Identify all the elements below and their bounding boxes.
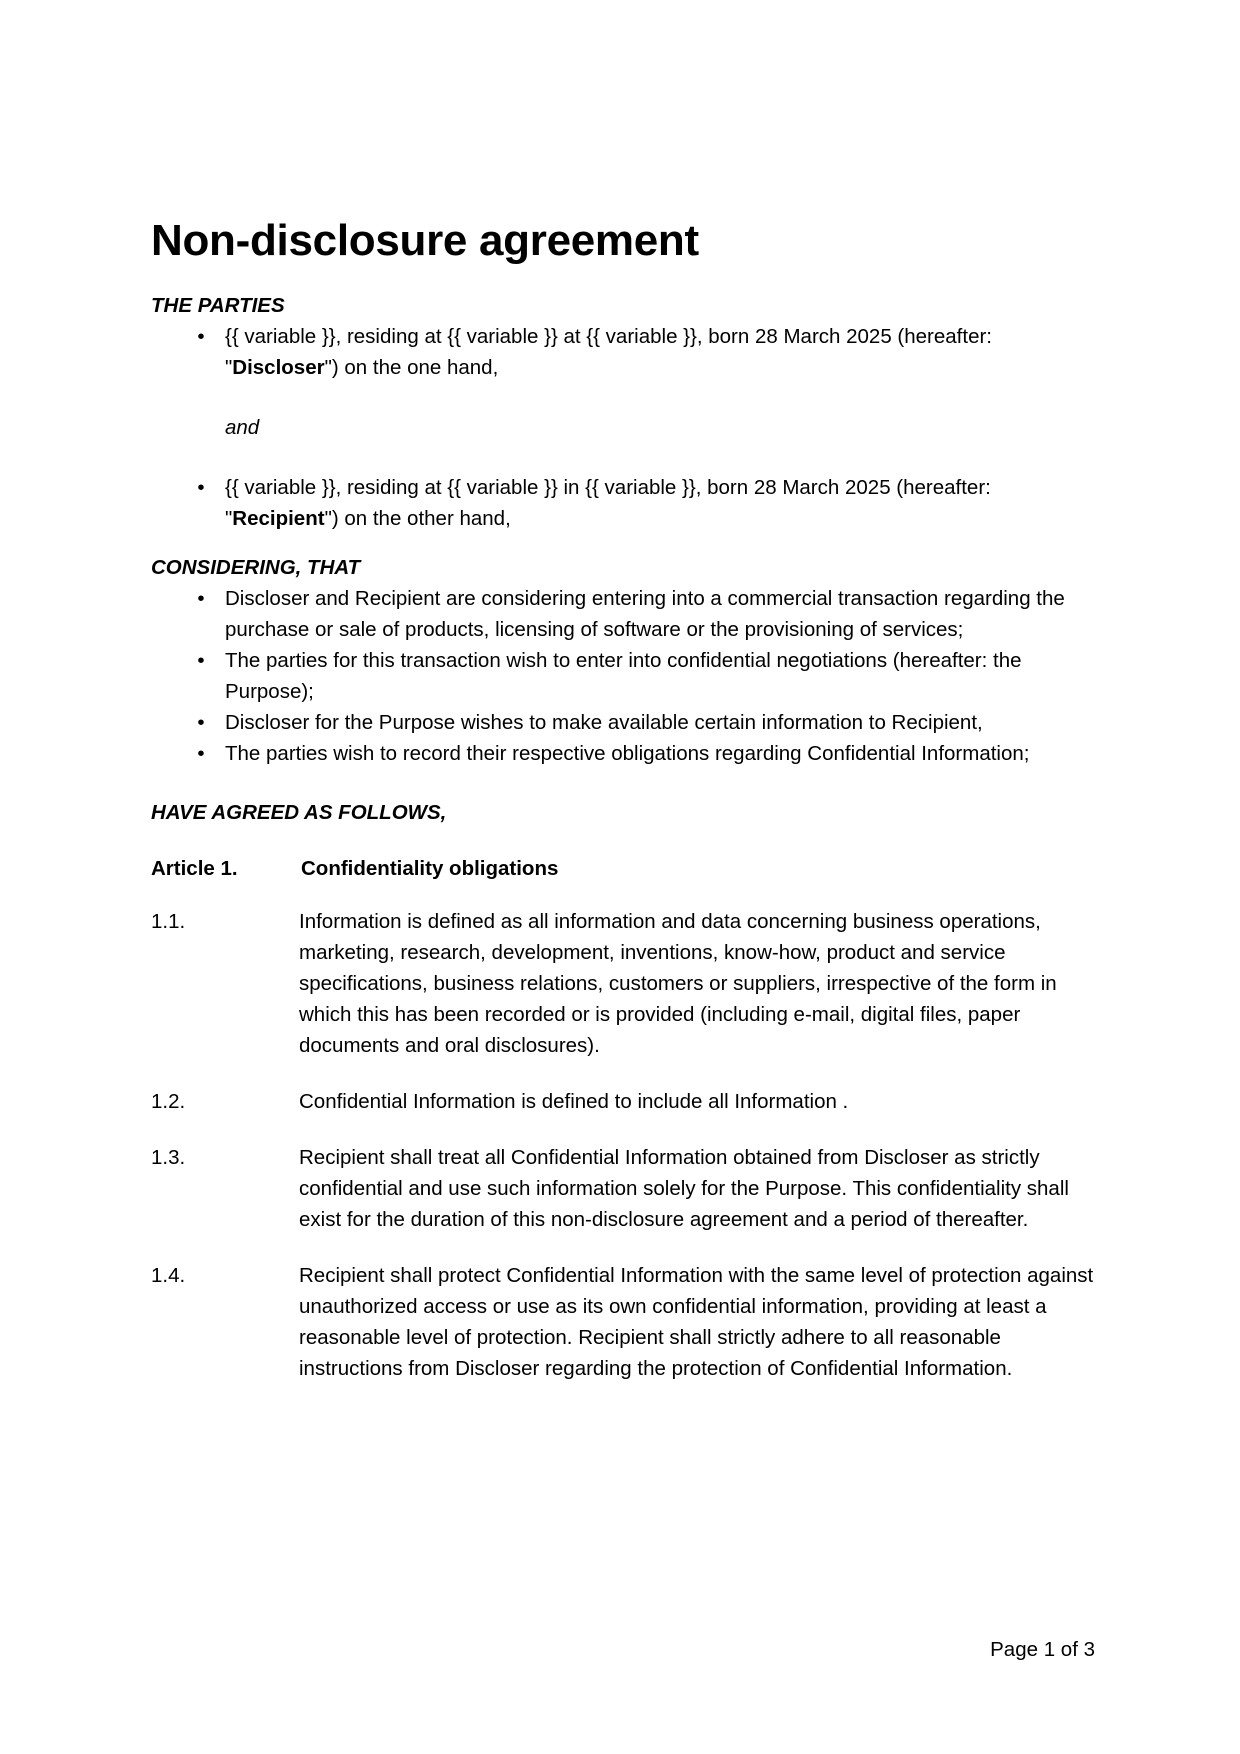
list-item — [151, 583, 1096, 645]
document-body — [151, 212, 1096, 1384]
list-item-text: Discloser and Recipient are considering entering into a commercial transaction regarding the purchase or sale of products, licensing of software or the provisioning of services; — [225, 587, 1065, 641]
party-text-before: {{ variable }}, residing at {{ variable }} at {{ variable }}, born 28 March 2025 (hereafter: " — [225, 325, 992, 379]
list-item-text: The parties wish to record their respective obligations regarding Confidential Information; — [225, 742, 1030, 765]
list-item — [151, 738, 1096, 769]
party-text-before: {{ variable }}, residing at {{ variable }} in {{ variable }}, born 28 March 2025 (hereafter: " — [225, 476, 991, 530]
article-heading — [151, 853, 1096, 884]
considering-list — [151, 583, 1096, 769]
party-text-after: ") on the other hand, — [324, 507, 511, 530]
bullet-icon: • — [197, 711, 205, 734]
page-number: Page 1 of 3 — [990, 1638, 1095, 1661]
party-connector: and — [225, 416, 260, 439]
parties-heading: THE PARTIES — [151, 294, 285, 317]
party-discloser — [151, 321, 1096, 383]
party-defined-term: Discloser — [232, 356, 325, 379]
clause-text: Information is defined as all information and data concerning business operations, marketing, research, development, inventions, know-how, product and service specifications, business relations, customers or suppliers, irrespective of the form in which this has been recorded or is provided (including e-mail, digital files, paper documents and oral disclosures). — [299, 910, 1057, 1057]
clause — [151, 1142, 1096, 1235]
party-text-after: ") on the one hand, — [324, 356, 499, 379]
list-item — [151, 645, 1096, 707]
parties-list — [151, 321, 1096, 383]
clause-number: 1.4. — [151, 1264, 186, 1287]
article-number: Article 1. — [151, 857, 238, 880]
bullet-icon: • — [197, 742, 205, 765]
list-item-text: The parties for this transaction wish to enter into confidential negotiations (hereafter: the Purpose); — [225, 649, 1022, 703]
document-title: Non-disclosure agreement — [151, 216, 699, 265]
clause — [151, 1086, 1096, 1117]
list-item — [151, 707, 1096, 738]
party-recipient — [151, 472, 1096, 534]
parties-list-continued — [151, 472, 1096, 534]
considering-heading: CONSIDERING, THAT — [151, 556, 361, 579]
clause-text: Confidential Information is defined to include all Information . — [299, 1090, 849, 1113]
clause-text: Recipient shall protect Confidential Information with the same level of protection against unauthorized access or use as its own confidential information, providing at least a reasonable level of protection. Recipient shall strictly adhere to all reasonable instructions from Discloser regarding the protection of Confidential Information. — [299, 1264, 1094, 1380]
bullet-icon: • — [197, 649, 205, 672]
clause-number: 1.1. — [151, 910, 186, 933]
bullet-icon: • — [197, 325, 205, 348]
agreed-heading: HAVE AGREED AS FOLLOWS, — [151, 801, 447, 824]
bullet-icon: • — [197, 587, 205, 610]
clause-number: 1.3. — [151, 1146, 186, 1169]
list-item-text: Discloser for the Purpose wishes to make available certain information to Recipient, — [225, 711, 983, 734]
clause — [151, 1260, 1096, 1384]
party-defined-term: Recipient — [232, 507, 325, 530]
bullet-icon: • — [197, 476, 205, 499]
clause-text: Recipient shall treat all Confidential Information obtained from Discloser as strictly confidential and use such information solely for the Purpose. This confidentiality shall exist for the duration of this non-disclosure agreement and a period of thereafter. — [299, 1146, 1069, 1231]
clause-number: 1.2. — [151, 1090, 186, 1113]
article-title: Confidentiality obligations — [301, 857, 559, 880]
clause — [151, 906, 1096, 1061]
